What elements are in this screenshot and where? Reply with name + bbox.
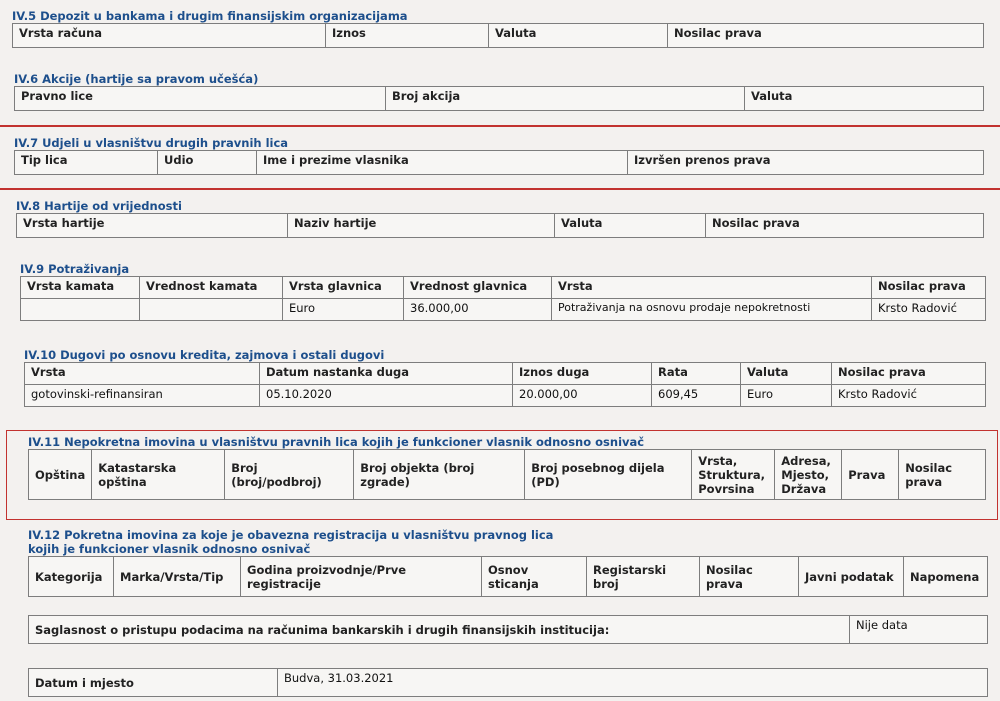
header-cell: Rata (652, 363, 741, 385)
section-title: IV.7 Udjeli u vlasništvu drugih pravnih lica (14, 136, 289, 150)
header-cell: Iznos duga (513, 363, 652, 385)
header-cell: Datum nastanka duga (260, 363, 513, 385)
header-cell: Tip lica (15, 151, 158, 175)
value-cell: Potraživanja na osnovu prodaje nepokretnosti (552, 299, 872, 321)
red-divider (0, 188, 1000, 190)
section-title: IV.9 Potraživanja (20, 262, 130, 276)
section-iv10 (24, 348, 986, 407)
header-cell: Broj akcija (386, 87, 745, 111)
section-title: IV.8 Hartije od vrijednosti (16, 199, 182, 213)
header-cell: Vrednost kamata (140, 277, 283, 299)
consent-label: Saglasnost o pristupu podacima na računima bankarskih i drugih finansijskih institucija: (29, 616, 850, 644)
date-place-value: Budva, 31.03.2021 (278, 669, 988, 697)
section-iv7 (14, 136, 984, 175)
section-title: IV.11 Nepokretna imovina u vlasništvu pravnih lica kojih je funkcioner vlasnik odnosno osnivač (28, 435, 645, 449)
consent-table (28, 615, 988, 644)
header-cell: Iznos (326, 24, 489, 48)
header-cell: Broj objekta (broj zgrade) (354, 450, 525, 500)
header-cell: Broj posebnog dijela (PD) (525, 450, 692, 500)
header-cell: Izvršen prenos prava (628, 151, 984, 175)
value-cell: Euro (283, 299, 404, 321)
date-place-label: Datum i mjesto (29, 669, 278, 697)
header-cell: Broj (broj/podbroj) (225, 450, 354, 500)
real-estate-table (28, 449, 986, 500)
section-title-line1: IV.12 Pokretna imovina za koje je obavezna registracija u vlasništvu pravnog lica (28, 528, 554, 542)
header-cell: Nosilac prava (872, 277, 986, 299)
consent-value: Nije data (850, 616, 988, 644)
header-cell: Napomena (904, 557, 988, 597)
header-cell: Vrsta glavnica (283, 277, 404, 299)
value-cell (21, 299, 140, 321)
header-cell: Nosilac prava (668, 24, 984, 48)
section-iv9 (20, 262, 986, 321)
shares-table (14, 86, 984, 111)
header-cell: Adresa, Mjesto, Država (775, 450, 842, 500)
value-cell: 05.10.2020 (260, 385, 513, 407)
header-cell: Valuta (489, 24, 668, 48)
value-cell: Euro (741, 385, 832, 407)
header-cell: Vrsta (552, 277, 872, 299)
header-cell: Registarski broj (587, 557, 700, 597)
header-cell: Vrsta računa (13, 24, 326, 48)
header-cell: Kategorija (29, 557, 114, 597)
header-cell: Osnov sticanja (482, 557, 587, 597)
section-iv6 (14, 72, 984, 111)
section-title-line2: kojih je funkcioner vlasnik odnosno osnivač (28, 542, 311, 556)
deposit-table (12, 23, 984, 48)
ownership-table (14, 150, 984, 175)
header-cell: Vrednost glavnica (404, 277, 552, 299)
receivables-table (20, 276, 986, 321)
header-cell: Valuta (555, 214, 706, 238)
header-cell: Nosilac prava (700, 557, 799, 597)
header-cell: Vrsta hartije (17, 214, 288, 238)
date-place-table (28, 668, 988, 697)
header-cell: Nosilac prava (832, 363, 986, 385)
header-cell: Godina proizvodnje/Prve registracije (241, 557, 482, 597)
header-cell: Marka/Vrsta/Tip (114, 557, 241, 597)
header-cell: Opština (29, 450, 92, 500)
red-divider (0, 125, 1000, 127)
consent-section (28, 615, 988, 644)
header-cell: Vrsta kamata (21, 277, 140, 299)
header-cell: Nosilac prava (706, 214, 984, 238)
value-cell: Krsto Radović (872, 299, 986, 321)
section-title: IV.5 Depozit u bankama i drugim finansijskim organizacijama (12, 9, 408, 23)
section-iv11 (28, 435, 986, 500)
section-title: IV.6 Akcije (hartije sa pravom učešća) (14, 72, 259, 86)
header-cell: Udio (158, 151, 257, 175)
section-iv5 (12, 9, 984, 48)
section-iv12 (28, 528, 988, 597)
header-cell: Vrsta, Struktura, Povrsina (692, 450, 775, 500)
section-title: IV.10 Dugovi po osnovu kredita, zajmova i ostali dugovi (24, 348, 385, 362)
securities-table (16, 213, 984, 238)
value-cell (140, 299, 283, 321)
header-cell: Nosilac prava (899, 450, 986, 500)
value-cell: 609,45 (652, 385, 741, 407)
header-cell: Naziv hartije (288, 214, 555, 238)
header-cell: Pravno lice (15, 87, 386, 111)
movable-property-table (28, 556, 988, 597)
section-iv8 (16, 199, 984, 238)
header-cell: Valuta (745, 87, 984, 111)
value-cell: 20.000,00 (513, 385, 652, 407)
value-cell: gotovinski-refinansiran (25, 385, 260, 407)
header-cell: Ime i prezime vlasnika (257, 151, 628, 175)
header-cell: Valuta (741, 363, 832, 385)
value-cell: Krsto Radović (832, 385, 986, 407)
header-cell: Vrsta (25, 363, 260, 385)
header-cell: Prava (842, 450, 899, 500)
value-cell: 36.000,00 (404, 299, 552, 321)
date-place-section (28, 668, 988, 697)
header-cell: Katastarska opština (92, 450, 225, 500)
debts-table (24, 362, 986, 407)
header-cell: Javni podatak (799, 557, 904, 597)
